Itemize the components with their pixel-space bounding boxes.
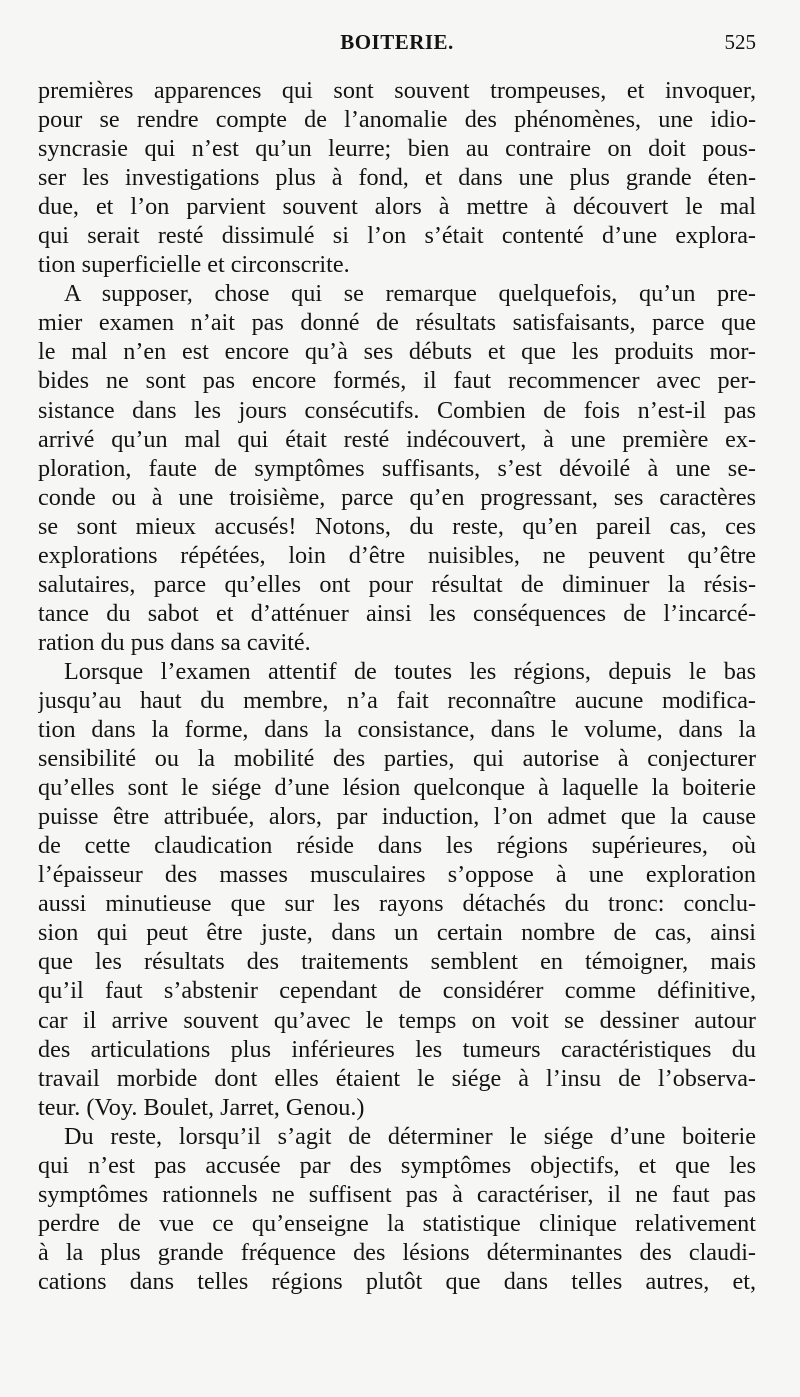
text-line: ploration, faute de symptômes suffisants, s’est dévoilé à une se- xyxy=(38,454,756,482)
text-line: conde ou à une troisième, parce qu’en progressant, ses caractères xyxy=(38,483,756,511)
text-line: sion qui peut être juste, dans un certain nombre de cas, ainsi xyxy=(38,919,756,947)
text-line: jusqu’au haut du membre, n’a fait reconnaître aucune modifica- xyxy=(38,686,756,714)
text-line: explorations répétées, loin d’être nuisibles, ne peuvent qu’être xyxy=(38,541,756,569)
text-line: perdre de vue ce qu’enseigne la statistique clinique relativement xyxy=(38,1209,756,1237)
running-title: BOITERIE. xyxy=(340,30,454,54)
paragraph xyxy=(38,657,756,1122)
text-line: qu’elles sont le siége d’une lésion quelconque à laquelle la boiterie xyxy=(38,774,756,802)
text-line: car il arrive souvent qu’avec le temps on voit se dessiner autour xyxy=(38,1006,756,1034)
text-line: premières apparences qui sont souvent trompeuses, et invoquer, xyxy=(38,77,756,104)
text-line: teur. (Voy. Boulet, Jarret, Genou.) xyxy=(38,1093,365,1121)
text-line: A supposer, chose qui se remarque quelquefois, qu’un pre- xyxy=(64,280,756,308)
text-line: ration du pus dans sa cavité. xyxy=(38,628,311,656)
text-line: sistance dans les jours consécutifs. Combien de fois n’est-il pas xyxy=(38,396,756,424)
text-line: qui serait resté dissimulé si l’on s’était contenté d’une explora- xyxy=(38,222,756,250)
text-line: de cette claudication réside dans les régions supérieures, où xyxy=(38,832,756,860)
text-line: travail morbide dont elles étaient le siége à l’insu de l’observa- xyxy=(38,1064,756,1092)
text-line: Du reste, lorsqu’il s’agit de déterminer le siége d’une boiterie xyxy=(64,1122,756,1150)
text-line: arrivé qu’un mal qui était resté indécouvert, à une première ex- xyxy=(38,425,756,453)
paragraph xyxy=(38,1122,756,1296)
page-header xyxy=(38,30,756,62)
text-line: à la plus grande fréquence des lésions déterminantes des claudi- xyxy=(38,1238,756,1266)
text-line: salutaires, parce qu’elles ont pour résultat de diminuer la résis- xyxy=(38,570,756,598)
text-line: due, et l’on parvient souvent alors à mettre à découvert le mal xyxy=(38,193,756,221)
text-line: tance du sabot et d’atténuer ainsi les conséquences de l’incarcé- xyxy=(38,599,756,627)
text-line: se sont mieux accusés! Notons, du reste, qu’en pareil cas, ces xyxy=(38,512,756,540)
paragraph xyxy=(38,76,756,279)
text-line: tion dans la forme, dans la consistance, dans le volume, dans la xyxy=(38,716,756,744)
text-line: ser les investigations plus à fond, et dans une plus grande éten- xyxy=(38,164,756,192)
text-line: des articulations plus inférieures les tumeurs caractéristiques du xyxy=(38,1035,756,1063)
text-line: pour se rendre compte de l’anomalie des phénomènes, une idio- xyxy=(38,106,756,134)
text-line: symptômes rationnels ne suffisent pas à caractériser, il ne faut pas xyxy=(38,1180,756,1208)
text-line: puisse être attribuée, alors, par induction, l’on admet que la cause xyxy=(38,803,756,831)
text-line: tion superficielle et circonscrite. xyxy=(38,251,350,279)
text-line: Lorsque l’examen attentif de toutes les régions, depuis le bas xyxy=(64,657,756,685)
text-line: le mal n’en est encore qu’à ses débuts et que les produits mor- xyxy=(38,338,756,366)
text-line: syncrasie qui n’est qu’un leurre; bien au contraire on doit pous- xyxy=(38,135,756,163)
text-line: qui n’est pas accusée par des symptômes objectifs, et que les xyxy=(38,1151,756,1179)
page-number: 525 xyxy=(724,30,756,54)
text-line: sensibilité ou la mobilité des parties, qui autorise à conjecturer xyxy=(38,745,756,773)
text-line: qu’il faut s’abstenir cependant de considérer comme définitive, xyxy=(38,977,756,1005)
text-line: cations dans telles régions plutôt que dans telles autres, et, xyxy=(38,1267,756,1295)
text-line: aussi minutieuse que sur les rayons détachés du tronc: conclu- xyxy=(38,890,756,918)
text-line: que les résultats des traitements semblent en témoigner, mais xyxy=(38,948,756,976)
body-text xyxy=(38,76,756,1296)
text-line: mier examen n’ait pas donné de résultats satisfaisants, parce que xyxy=(38,309,756,337)
paragraph xyxy=(38,279,756,657)
text-line: bides ne sont pas encore formés, il faut recommencer avec per- xyxy=(38,367,756,395)
text-line: l’épaisseur des masses musculaires s’oppose à une exploration xyxy=(38,861,756,889)
